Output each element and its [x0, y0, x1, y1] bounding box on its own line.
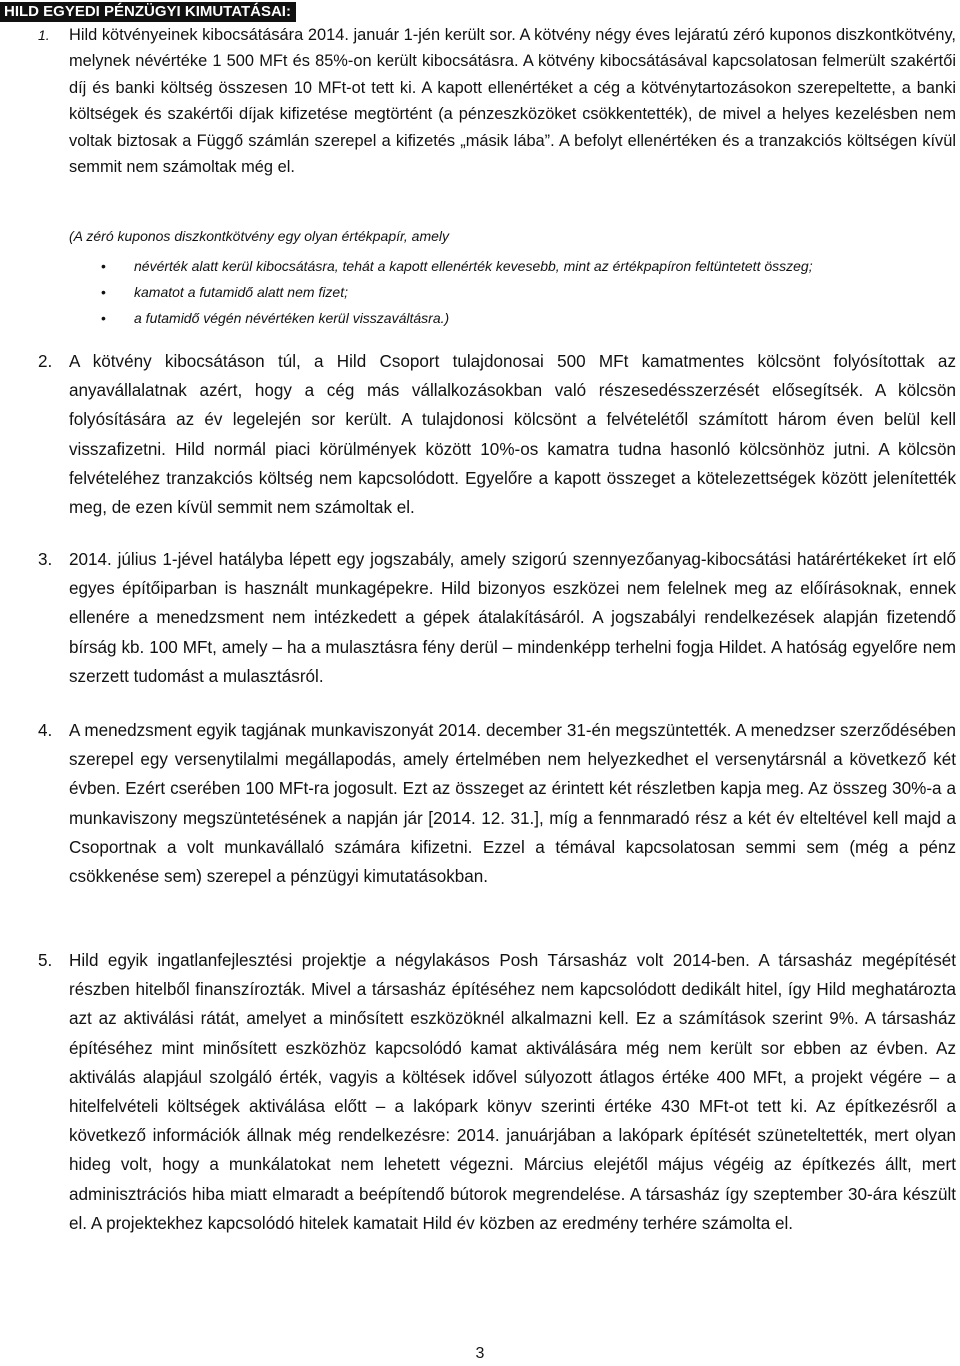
note-bullet-item	[69, 253, 949, 279]
paragraph-5	[38, 946, 956, 1238]
item-number-4: 4.	[38, 721, 53, 740]
paragraph-2-text: A kötvény kibocsátáson túl, a Hild Csoport tulajdonosai 500 MFt kamatmentes kölcsönt folyósítottak az anyavállalatnak azért, hogy a cég más vállalkozásokban való részesedésszerzését elősegítsék. A kölcsön folyósítására az év legelején sor került. A tulajdonosi kölcsönt a felvételétől számított három éven belül kell visszafizetni. Hild normál piaci körülmények között 10%-os kamatra tudna hasonló kölcsönhöz jutni. A kölcsön felvételéhez tranzakciós költség nem kapcsolódott. Egyelőre a kapott összeget a kötelezettségek között jelenítették meg, de ezen kívül semmit nem számoltak el.	[69, 352, 956, 518]
bullet-dot-icon: •	[101, 258, 106, 274]
paragraph-1	[38, 22, 956, 180]
paragraph-1-text: Hild kötvényeinek kibocsátására 2014. január 1-jén került sor. A kötvény négy éves lejáratú zéró kuponos diszkontkötvény, melynek névértéke 1 500 MFt és 85%-on került kibocsátásra. A kötvény kibocsátásával kapcsolatosan felmerült szakértői díj és banki költség összesen 10 MFt-ot tett ki. A kapott ellenértéket a cég a kötvénytartozásokon szerepeltette, a banki költségek és szakértői díjak kifizetése megtörtént (a pénzeszközöket csökkentették), de mivel a helyes kezelésben nem voltak biztosak a Függő számlán szerepel a kifizetés „másik lába”. A befolyt ellenértéken és a tranzakciós költségen kívül semmit nem számoltak még el.	[69, 26, 956, 177]
item-number-3: 3.	[38, 550, 53, 569]
paragraph-4-text: A menedzsment egyik tagjának munkaviszonyát 2014. december 31-én megszüntették. A menedzser szerződésében szerepel egy versenytilalmi megállapodás, amely értelmében nem helyezkedhet el versenytársnál a következő két évben. Ezért cserében 100 MFt-ra jogosult. Ezt az összeget az érintett két részletben kapja meg. Az összeg 30%-a a munkaviszony megszüntetésének a napján jár [2014. 12. 31.], míg a fennmaradó rész a két év elteltével kell majd a Csoportnak a volt munkavállaló számára kifizetni. Ezzel a témával kapcsolatosan semmi sem (még a pénz csökkenése sem) szerepel a pénzügyi kimutatásokban.	[69, 721, 956, 887]
page-number: 3	[475, 1345, 485, 1362]
note-bullet-list	[69, 253, 949, 331]
note-intro: (A zéró kuponos diszkontkötvény egy olyan értékpapír, amely	[69, 228, 450, 244]
item-number-5: 5.	[38, 951, 53, 970]
paragraph-2	[38, 347, 956, 522]
item-number-2: 2.	[38, 352, 53, 371]
bullet-dot-icon: •	[101, 284, 106, 300]
bullet-dot-icon: •	[101, 310, 106, 326]
note-bullet-text: kamatot a futamidő alatt nem fizet;	[134, 284, 348, 300]
paragraph-3-text: 2014. július 1-jével hatályba lépett egy jogszabály, amely szigorú szennyezőanyag-kibocsátási határértékeket írt elő egyes építőiparban is használt munkagépekre. Hild bizonyos eszközei nem felelnek meg az előírásoknak, ennek ellenére a menedzsment nem intézkedett a gépek átalakításáról. A jogszabályi rendelkezések alapján fizetendő bírság kb. 100 MFt, amely – ha a mulasztásra fény derül – mindenképp terhelni fogja Hildet. A hatóság egyelőre nem szerzett tudomást a mulasztásról.	[69, 550, 956, 686]
zero-coupon-note	[69, 225, 949, 331]
paragraph-5-text: Hild egyik ingatlanfejlesztési projektje a négylakásos Posh Társasház volt 2014-ben. A társasház megépítését részben hitelből finanszírozták. Mivel a társasház építéséhez nem kapcsolódott dedikált hitel, így Hild meghatározta azt az aktiválási rátát, amelyet a minősített eszközöknél alkalmazni kell. Ez a számítások szerint 9%. A társasház építéséhez mint minősített eszközhöz kapcsolódó kamat aktiválására még nem került sor ebben az évben. Az aktiválás alapjául szolgáló érték, vagyis a költések idővel súlyozott átlagos értéke 400 MFt, a projekt végére – a hitelfelvételi költségek aktiválása előtt – a lakópark könyv szerinti értéke 430 MFt-ot tett ki. Az építkezésről a következő információk állnak még rendelkezésre: 2014. januárjában a lakópark építését szüneteltették, mert olyan hideg volt, hogy a munkálatokat nem lehetett végezni. Március elejétől május végéig az építkezés állt, mert adminisztrációs hiba miatt elmaradt a beépítendő bútorok megrendelése. A társasház így szeptember 30-ára készült el. A projektekhez kapcsolódó hitelek kamatait Hild év közben az eredmény terhére számolta el.	[69, 951, 956, 1233]
paragraph-3	[38, 545, 956, 691]
note-bullet-item	[69, 279, 949, 305]
note-bullet-item	[69, 305, 949, 331]
note-bullet-text: a futamidő végén névértéken kerül visszaváltásra.)	[134, 310, 450, 326]
section-heading: HILD EGYEDI PÉNZÜGYI KIMUTATÁSAI:	[0, 2, 296, 22]
item-number-1: 1.	[38, 27, 50, 43]
paragraph-4	[38, 716, 956, 891]
note-bullet-text: névérték alatt kerül kibocsátásra, tehát a kapott ellenérték kevesebb, mint az értékpapíron feltüntetett összeg;	[134, 258, 813, 274]
